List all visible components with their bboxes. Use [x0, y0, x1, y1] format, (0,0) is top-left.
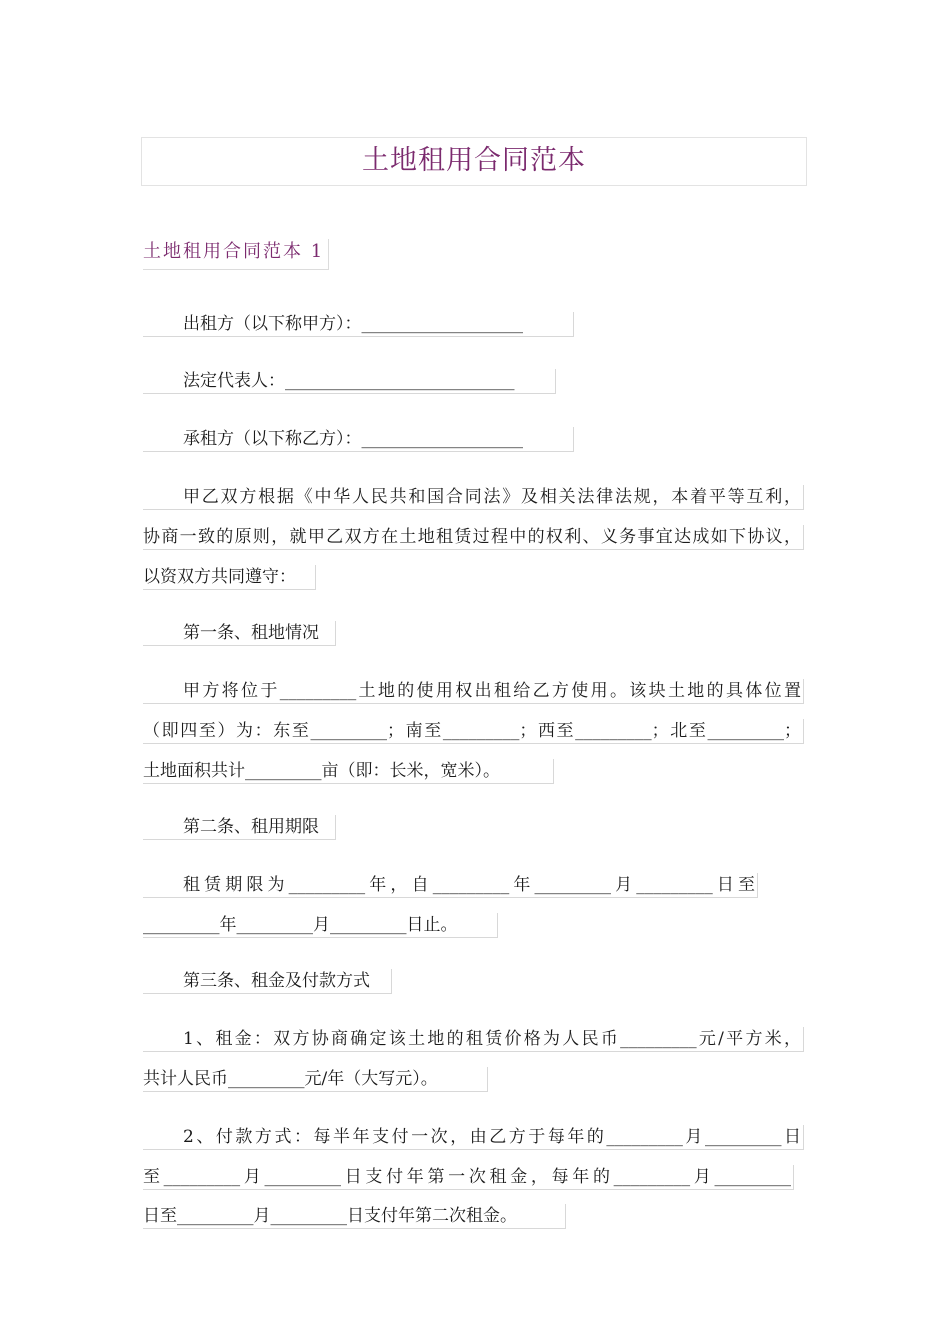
- lessee-line: 承租方（以下称乙方）：___________________: [143, 427, 574, 452]
- paragraph-line: 日至_________月_________日支付年第二次租金。: [143, 1204, 566, 1229]
- paragraph-line: 土地面积共计_________亩（即：长米，宽米）。: [143, 759, 554, 784]
- article-heading: 第一条、租地情况: [143, 621, 336, 646]
- paragraph-line: 至_________月_________日支付年第一次租金，每年的_________月_________: [143, 1165, 794, 1190]
- lessor-line: 出租方（以下称甲方）：___________________: [143, 312, 574, 337]
- article-heading: 第三条、租金及付款方式: [143, 969, 392, 994]
- paragraph-line: 租赁期限为_________年，自_________年_________月_________日至: [143, 873, 758, 898]
- paragraph-line: 共计人民币_________元/年（大写元）。: [143, 1067, 488, 1092]
- paragraph-line: 以资双方共同遵守：: [143, 565, 316, 590]
- article-heading: 第二条、租用期限: [143, 815, 336, 840]
- section-heading: 土地租用合同范本 1: [143, 239, 329, 270]
- paragraph-line: 2、付款方式：每半年支付一次，由乙方于每年的_________月_________日: [143, 1125, 804, 1150]
- document-title: 土地租用合同范本: [141, 137, 807, 186]
- paragraph-line: _________年_________月_________日止。: [143, 913, 498, 938]
- paragraph-line: 甲乙双方根据《中华人民共和国合同法》及相关法律法规，本着平等互利，: [143, 485, 804, 510]
- legal-representative-line: 法定代表人：___________________________: [143, 369, 556, 394]
- paragraph-line: 甲方将位于_________土地的使用权出租给乙方使用。该块土地的具体位置: [143, 679, 804, 704]
- paragraph-line: 协商一致的原则，就甲乙双方在土地租赁过程中的权利、义务事宜达成如下协议，: [143, 525, 804, 550]
- paragraph-line: 1、租金：双方协商确定该土地的租赁价格为人民币_________元/平方米，: [143, 1027, 804, 1052]
- paragraph-line: （即四至）为：东至_________；南至_________；西至_________；北至_________；: [143, 719, 804, 744]
